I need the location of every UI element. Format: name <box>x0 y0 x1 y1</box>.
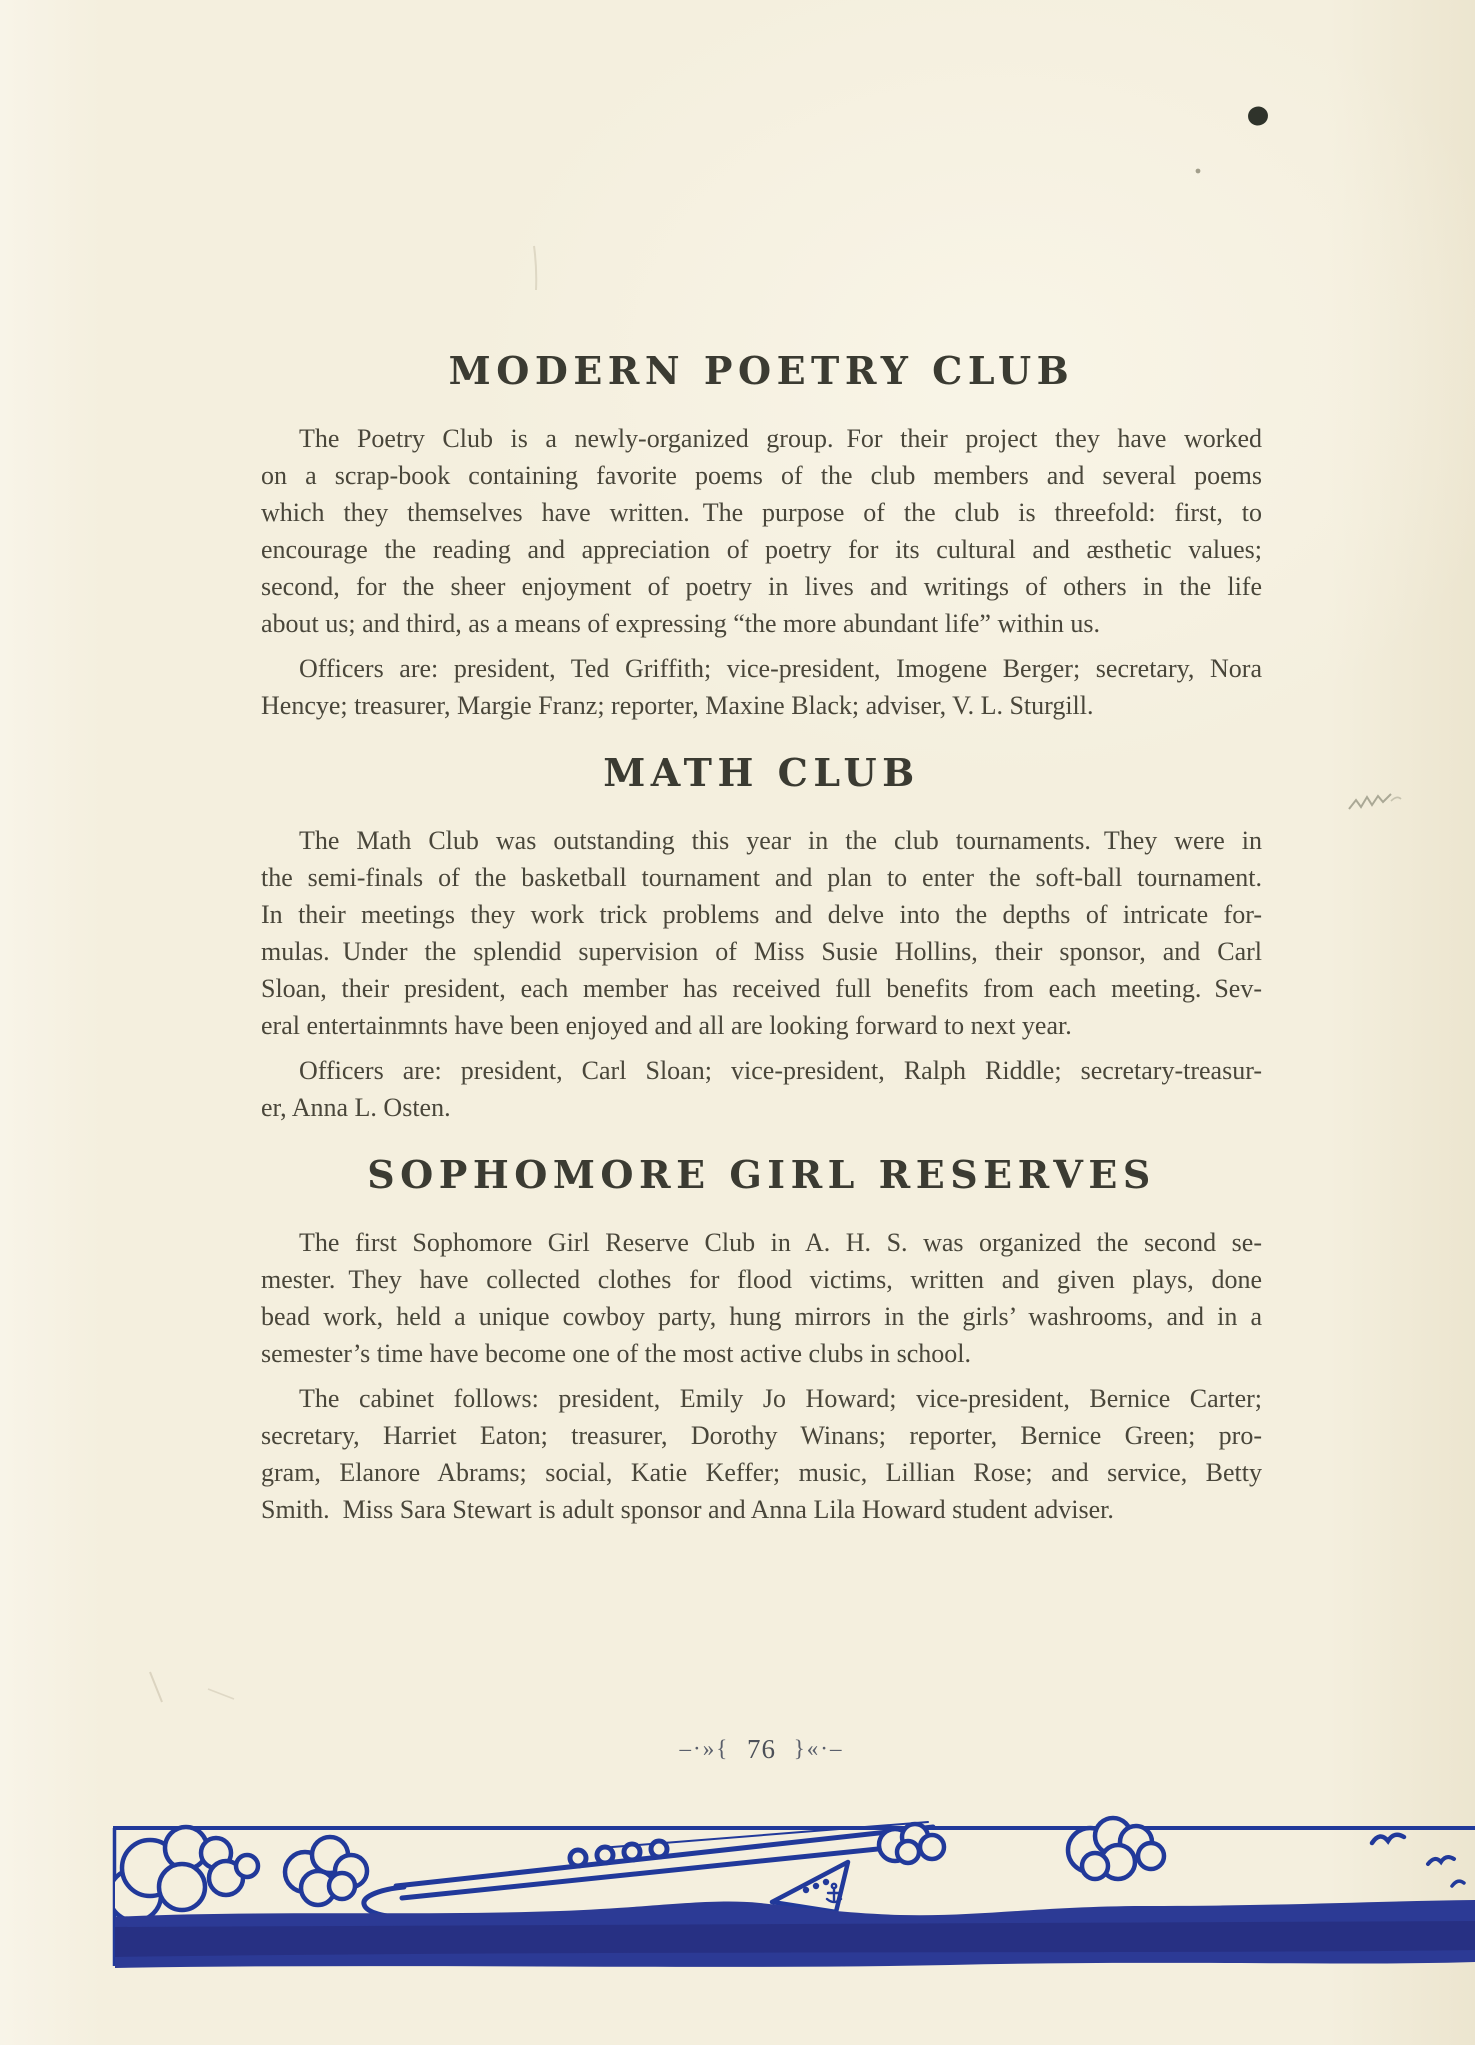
ink-spot <box>1246 105 1270 128</box>
page-number: 76 <box>747 1734 776 1764</box>
page-ornament-right: }«·– <box>793 1736 844 1761</box>
text-line: Hencye; treasurer, Margie Franz; reporter, Maxine Black; adviser, V. L. Sturgill. <box>261 691 1094 720</box>
ship-drawing <box>364 1822 933 1920</box>
text-line: er, Anna L. Osten. <box>261 1093 451 1122</box>
section-sophomore-girl-reserves <box>261 1152 1262 1528</box>
paragraph <box>261 822 1262 1044</box>
text-line: second, for the sheer enjoyment of poetry in lives and writings of others in the life <box>261 572 1262 601</box>
cloud-drawing-left <box>109 1827 258 1921</box>
text-line: the semi-finals of the basketball tournament and plan to enter the soft-ball tournament. <box>261 863 1262 892</box>
page-footer <box>261 1734 1262 1765</box>
text-line: The first Sophomore Girl Reserve Club in A. H. S. was organized the second se- <box>299 1228 1262 1257</box>
text-line: secretary, Harriet Eaton; treasurer, Dorothy Winans; reporter, Bernice Green; pro- <box>261 1421 1262 1450</box>
footer-illustration <box>0 1810 1475 2045</box>
sea-band <box>113 1900 1475 1968</box>
text-line: The Math Club was outstanding this year in the club tournaments. They were in <box>299 826 1262 855</box>
text-line: encourage the reading and appreciation of poetry for its cultural and æsthetic values; <box>261 535 1262 564</box>
scratch-marks <box>150 1672 234 1702</box>
page-ornament-left: –·»{ <box>679 1736 730 1761</box>
seagull-marks <box>1372 1835 1464 1886</box>
text-line: mester. They have collected clothes for flood victims, written and given plays, done <box>261 1265 1262 1294</box>
text-line: Sloan, their president, each member has received full benefits from each meeting. Sev- <box>261 974 1262 1003</box>
paper-crease <box>534 246 536 290</box>
text-line: gram, Elanore Abrams; social, Katie Keffer; music, Lillian Rose; and service, Betty <box>261 1458 1262 1487</box>
paragraph <box>261 420 1262 642</box>
section-title: SOPHOMORE GIRL RESERVES <box>367 1152 1156 1197</box>
text-line: about us; and third, as a means of expressing “the more abundant life” within us. <box>261 609 1101 638</box>
section-title: MATH CLUB <box>603 750 920 795</box>
sections <box>261 348 1262 1528</box>
text-line: eral entertainmnts have been enjoyed and all are looking forward to next year. <box>261 1011 1072 1040</box>
paragraph <box>261 650 1262 724</box>
section-modern-poetry-club <box>261 348 1262 724</box>
paragraph <box>261 1380 1262 1528</box>
text-line: The cabinet follows: president, Emily Jo Howard; vice-president, Bernice Carter; <box>299 1384 1262 1413</box>
text-line: on a scrap-book containing favorite poems of the club members and several poems <box>261 461 1262 490</box>
paragraph <box>261 1224 1262 1372</box>
text-line: semester’s time have become one of the most active clubs in school. <box>261 1339 971 1368</box>
cloud-drawing-midleft <box>285 1837 367 1905</box>
pencil-squiggle <box>1349 794 1401 809</box>
text-line: bead work, held a unique cowboy party, hung mirrors in the girls’ washrooms, and in a <box>261 1302 1262 1331</box>
text-line: Smith. Miss Sara Stewart is adult sponsor and Anna Lila Howard student adviser. <box>261 1495 1114 1524</box>
section-title: MODERN POETRY CLUB <box>448 348 1075 393</box>
text-line: Officers are: president, Carl Sloan; vice-president, Ralph Riddle; secretary-treasur- <box>299 1056 1262 1085</box>
text-line: In their meetings they work trick problems and delve into the depths of intricate for- <box>261 900 1262 929</box>
text-line: The Poetry Club is a newly-organized group. For their project they have worked <box>299 424 1262 453</box>
text-line: mulas. Under the splendid supervision of Miss Susie Hollins, their sponsor, and Carl <box>261 937 1262 966</box>
section-math-club <box>261 750 1262 1126</box>
text-line: Officers are: president, Ted Griffith; vice-president, Imogene Berger; secretary, Nora <box>299 654 1262 683</box>
scan-speck <box>1196 169 1201 174</box>
text-line: which they themselves have written. The purpose of the club is threefold: first, to <box>261 498 1262 527</box>
paragraph <box>261 1052 1262 1126</box>
